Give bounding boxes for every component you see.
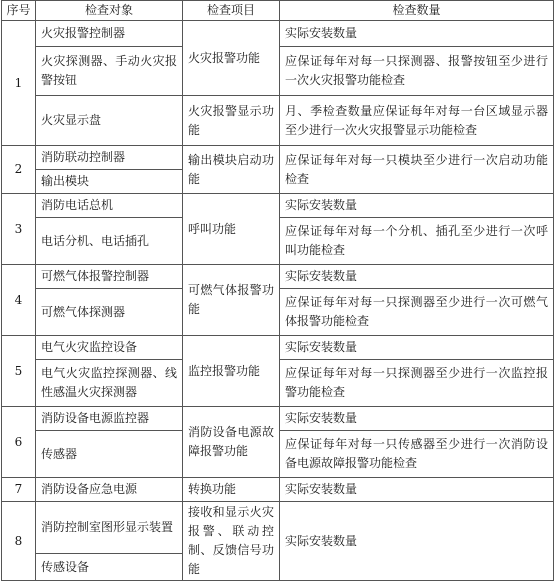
row-number: 3 — [2, 194, 36, 265]
table-row — [2, 146, 554, 170]
table-row — [2, 96, 554, 146]
check-count: 应保证每年对每一只探测器至少进行一次可燃气体报警功能检查 — [280, 289, 554, 336]
check-object: 消防设备电源监控器 — [36, 407, 183, 431]
check-object: 消防设备应急电源 — [36, 478, 183, 502]
check-count: 实际安装数量 — [280, 21, 554, 47]
check-object: 输出模块 — [36, 170, 183, 194]
table-row — [2, 194, 554, 218]
check-item: 呼叫功能 — [183, 194, 280, 265]
check-object: 火灾显示盘 — [36, 96, 183, 146]
check-object: 可燃气体探测器 — [36, 289, 183, 336]
check-item: 消防设备电源故障报警功能 — [183, 407, 280, 478]
check-object: 电气火灾监控探测器、线性感温火灾探测器 — [36, 360, 183, 407]
check-count: 月、季检查数量应保证每年对每一台区域显示器至少进行一次火灾报警显示功能检查 — [280, 96, 554, 146]
row-number: 1 — [2, 21, 36, 146]
inspection-table — [1, 0, 554, 581]
table-row — [2, 502, 554, 554]
row-number: 2 — [2, 146, 36, 194]
header-row — [2, 1, 554, 21]
header-count: 检查数量 — [280, 1, 554, 21]
check-object: 消防控制室图形显示装置 — [36, 502, 183, 554]
check-count: 应保证每年对每一只模块至少进行一次启动功能检查 — [280, 146, 554, 194]
table-row — [2, 478, 554, 502]
table-row — [2, 407, 554, 431]
check-count: 实际安装数量 — [280, 265, 554, 289]
check-object: 火灾报警控制器 — [36, 21, 183, 47]
check-item: 转换功能 — [183, 478, 280, 502]
check-object: 消防电话总机 — [36, 194, 183, 218]
table-row — [2, 265, 554, 289]
check-count: 应保证每年对每一只传感器至少进行一次消防设备电源故障报警功能检查 — [280, 431, 554, 478]
check-item: 火灾报警功能 — [183, 21, 280, 96]
check-count: 应保证每年对每一只探测器至少进行一次监控报警功能检查 — [280, 360, 554, 407]
header-item: 检查项目 — [183, 1, 280, 21]
check-count: 实际安装数量 — [280, 478, 554, 502]
check-object: 电气火灾监控设备 — [36, 336, 183, 360]
table-row — [2, 336, 554, 360]
check-object: 火灾探测器、手动火灾报警按钮 — [36, 47, 183, 96]
row-number: 5 — [2, 336, 36, 407]
check-count: 应保证每年对每一只探测器、报警按钮至少进行一次火灾报警功能检查 — [280, 47, 554, 96]
check-count: 实际安装数量 — [280, 407, 554, 431]
check-item: 可燃气体报警功能 — [183, 265, 280, 336]
row-number: 4 — [2, 265, 36, 336]
check-count: 实际安装数量 — [280, 336, 554, 360]
check-count: 应保证每年对每一个分机、插孔至少进行一次呼叫功能检查 — [280, 218, 554, 265]
check-object: 可燃气体报警控制器 — [36, 265, 183, 289]
check-item: 监控报警功能 — [183, 336, 280, 407]
header-no: 序号 — [2, 1, 36, 21]
row-number: 8 — [2, 502, 36, 581]
check-object: 传感器 — [36, 431, 183, 478]
check-item: 火灾报警显示功能 — [183, 96, 280, 146]
row-number: 7 — [2, 478, 36, 502]
check-object: 传感设备 — [36, 554, 183, 581]
table-row — [2, 21, 554, 47]
check-count: 实际安装数量 — [280, 502, 554, 581]
check-object: 电话分机、电话插孔 — [36, 218, 183, 265]
check-item: 接收和显示火灾报警、联动控制、反馈信号功能 — [183, 502, 280, 581]
check-count: 实际安装数量 — [280, 194, 554, 218]
row-number: 6 — [2, 407, 36, 478]
check-item: 输出模块启动功能 — [183, 146, 280, 194]
header-object: 检查对象 — [36, 1, 183, 21]
check-object: 消防联动控制器 — [36, 146, 183, 170]
